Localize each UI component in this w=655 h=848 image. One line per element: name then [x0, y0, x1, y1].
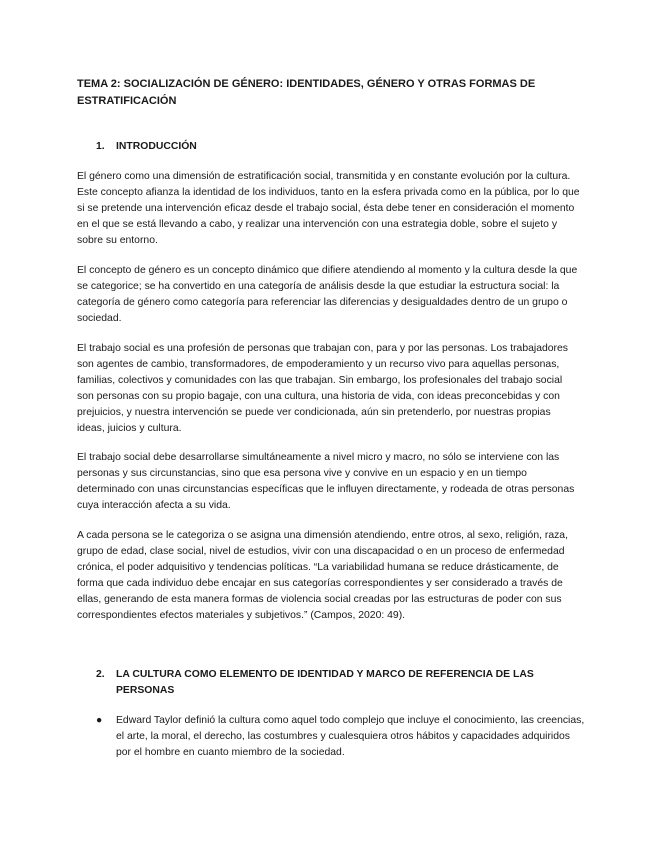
paragraph: El trabajo social es una profesión de personas que trabajan con, para y por las personas. Los trabajadores son agentes de cambio, transformadores, de empoderamiento y un recurso vivo para aquellas personas, familias, colectivos y comunidades con las que trabajan. Sin embargo, los profesionales del trabajo social son personas con su propio bagaje, con una cultura, una historia de vida, con ideas preconcebidas y con prejuicios, y nuestra intervención se puede ver condicionada, aún sin pretenderlo, por nuestras propias ideas, juicios y cultura. [77, 343, 568, 435]
paragraph: El concepto de género es un concepto dinámico que difiere atendiendo al momento y la cultura desde la que se categorice; se ha convertido en una categoría de análisis desde la que estudiar la estructura social: la categoría de género como categoría para referenciar las diferencias y desigualdades dentro de un grupo o sociedad. [77, 265, 578, 325]
bullet-icon: ● [96, 715, 103, 726]
bullet-text: Edward Taylor definió la cultura como aquel todo complejo que incluye el conocimiento, las creencias, el arte, la moral, el derecho, las costumbres y cualesquiera otros hábitos y capacidades adquiridos por el hombre en cuanto miembro de la sociedad. [116, 715, 585, 759]
section-heading-text: INTRODUCCIÓN [116, 141, 197, 152]
paragraph: El género como una dimensión de estratificación social, transmitida y en constante evolución por la cultura. Este concepto afianza la identidad de los individuos, tanto en la esfera privada como en la pública, por lo que si se pretende una intervención eficaz desde el trabajo social, ésta debe tener en consideración el momento en el que se está llevando a cabo, y realizar una intervención con una estrategia doble, sobre el sujeto y sobre su entorno. [77, 171, 580, 247]
section-heading-text: LA CULTURA COMO ELEMENTO DE IDENTIDAD Y MARCO DE REFERENCIA DE LAS PERSONAS [116, 669, 534, 697]
section-number: 2. [96, 669, 105, 680]
section-heading-introduccion [96, 139, 576, 155]
section-heading-cultura [96, 667, 586, 699]
bullet-list-item [96, 713, 586, 761]
paragraph: El trabajo social debe desarrollarse simultáneamente a nivel micro y macro, no sólo se interviene con las personas y sus circunstancias, sino que esa persona vive y convive en un espacio y en un tiempo determinado con unas circunstancias específicas que le influyen directamente, y rodeada de otras personas cuya interacción afecta a su vida. [77, 452, 575, 512]
paragraph: A cada persona se le categoriza o se asigna una dimensión atendiendo, entre otros, al sexo, religión, raza, grupo de edad, clase social, nivel de estudios, vivir con una discapacidad o en un proceso de enfermedad crónica, el poder adquisitivo y tendencias políticas. “La variabilidad humana se reduce drásticamente, de forma que cada individuo debe encajar en sus categorías correspondientes y ser considerado a través de ellas, generando de esta manera formas de violencia social creadas por las estructuras de poder con sus correspondientes efectos materiales y subjetivos.” (Campos, 2020: 49). [77, 530, 568, 622]
document-title: TEMA 2: SOCIALIZACIÓN DE GÉNERO: IDENTIDADES, GÉNERO Y OTRAS FORMAS DE ESTRATIFICACIÓN [77, 78, 536, 107]
section-number: 1. [96, 141, 105, 152]
